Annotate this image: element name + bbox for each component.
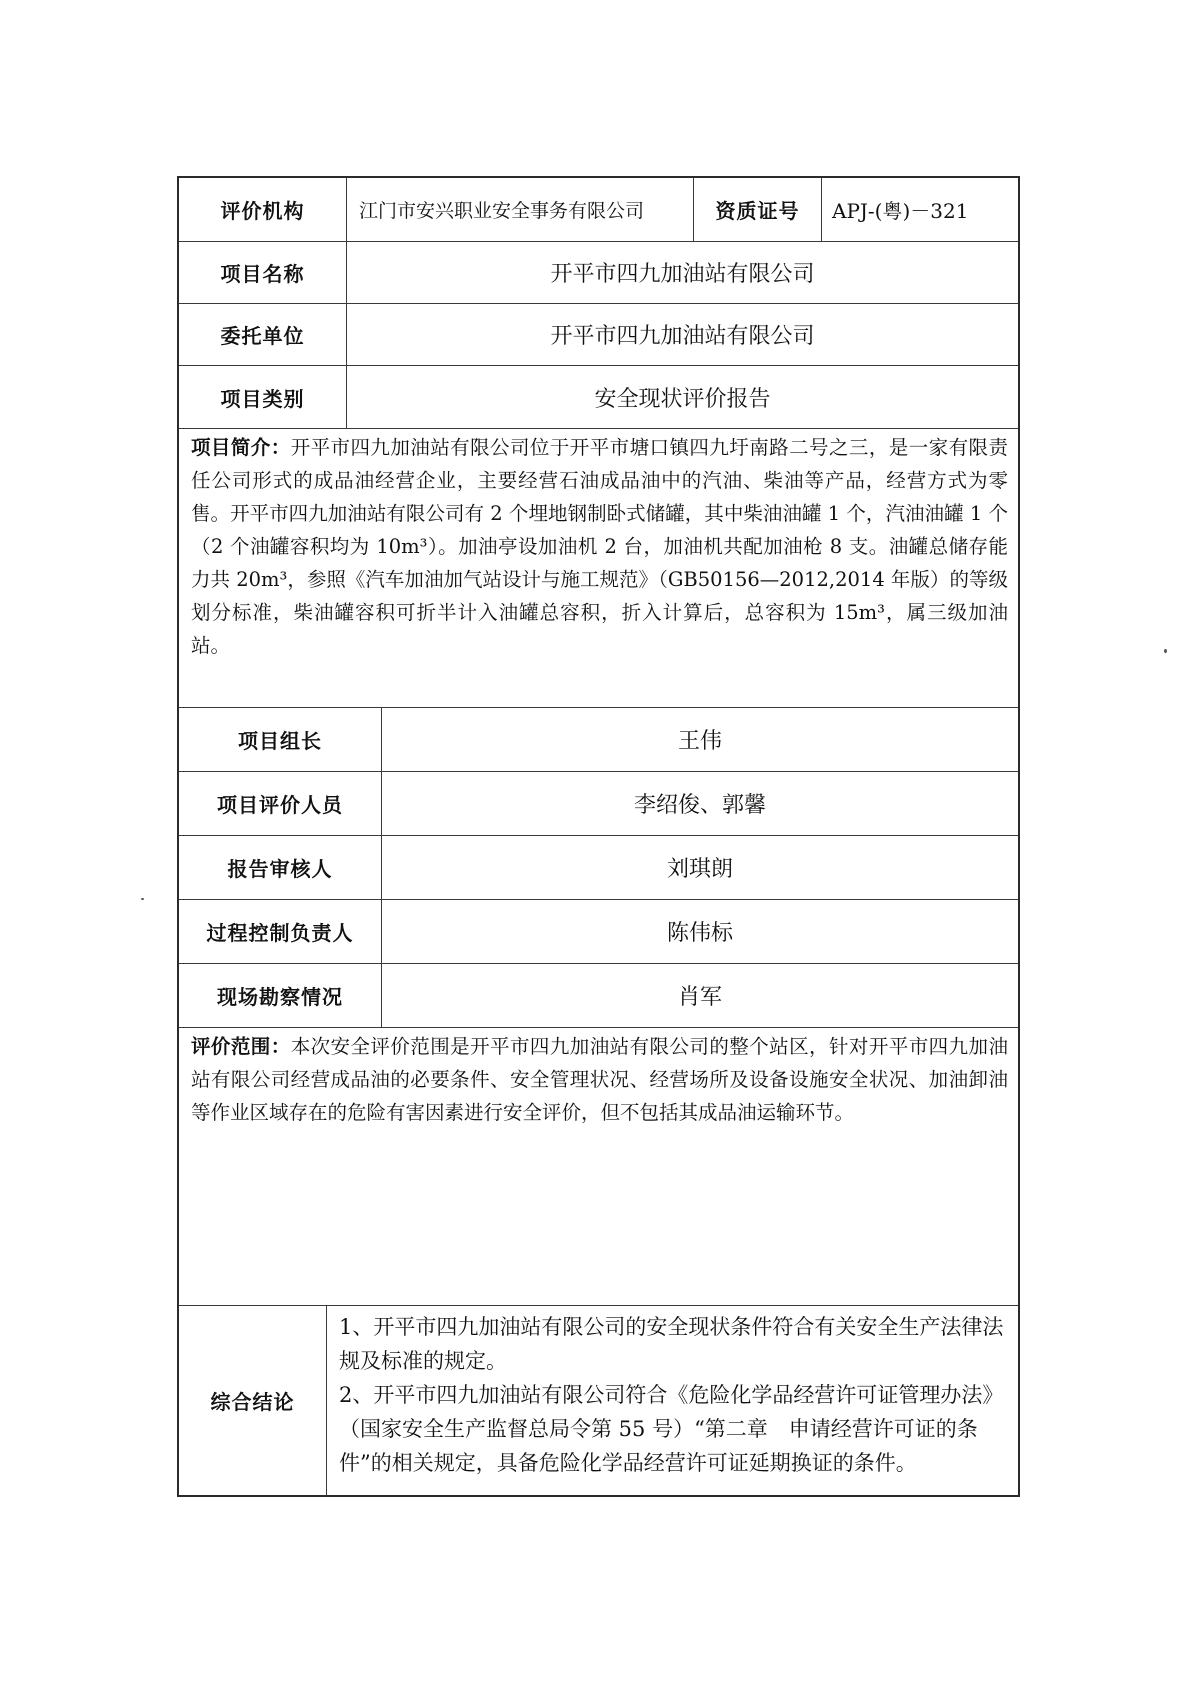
intro-row [179,429,1018,708]
staff-value: 陈伟标 [666,921,733,946]
client-row [179,304,1018,366]
project-name-label: 项目名称 [179,242,347,303]
org-value: 江门市安兴职业安全事务有限公司 [347,178,694,241]
cert-label: 资质证号 [694,178,822,241]
staff-value: 王伟 [677,729,722,754]
client-label: 委托单位 [179,304,347,365]
conclusion-item: 1、开平市四九加油站有限公司的安全现状条件符合有关安全生产法律法规及标准的规定。 [339,1315,1004,1373]
staff-label: 现场勘察情况 [179,964,382,1027]
intro-paragraph [179,429,1018,707]
scope-text: 本次安全评价范围是开平市四九加油站有限公司的整个站区，针对开平市四九加油站有限公司经营成品油的必要条件、安全管理状况、经营场所及设备设施安全状况、加油卸油等作业区域存在的危险有害因素进行安全评价，但不包括其成品油运输环节。 [191,1035,1008,1124]
project-type-label: 项目类别 [179,366,347,428]
evaluation-summary-table [177,176,1020,1497]
scan-speck [1164,649,1167,653]
staff-label: 项目评价人员 [179,772,382,835]
scope-label: 评价范围： [191,1035,291,1058]
project-type-row [179,366,1018,429]
conclusion-row [179,1306,1018,1495]
staff-row [179,900,1018,964]
conclusion-item: 2、开平市四九加油站有限公司符合《危险化学品经营许可证管理办法》（国家安全生产监督总局令第 55 号）“第二章 申请经营许可证的条件”的相关规定，具备危险化学品经营许可证延期换证的条件。 [339,1383,1004,1475]
scope-paragraph [179,1028,1018,1305]
conclusion-label: 综合结论 [179,1306,327,1495]
conclusion-text [327,1306,1018,1495]
org-label: 评价机构 [179,178,347,241]
scan-speck [141,898,144,900]
staff-row [179,772,1018,836]
staff-value: 刘琪朗 [666,857,733,882]
project-name-value: 开平市四九加油站有限公司 [550,262,815,287]
staff-row [179,964,1018,1028]
org-row [179,178,1018,242]
cert-value: APJ-(粤)－321 [832,199,969,223]
staff-label: 项目组长 [179,708,382,771]
project-name-row [179,242,1018,304]
project-type-value: 安全现状评价报告 [594,386,771,412]
staff-row [179,836,1018,900]
staff-value: 李绍俊、郭馨 [633,793,766,818]
staff-label: 过程控制负责人 [179,900,382,963]
staff-value: 肖军 [677,985,722,1010]
staff-row [179,708,1018,772]
intro-text: 开平市四九加油站有限公司位于开平市塘口镇四九圩南路二号之三，是一家有限责任公司形式的成品油经营企业，主要经营石油成品油中的汽油、柴油等产品，经营方式为零售。开平市四九加油站有限公司有 2 个埋地钢制卧式储罐，其中柴油油罐 1 个，汽油油罐 1 个（2 个油罐容积均为 10m³）。加油亭设加油机 2 台，加油机共配加油枪 8 支。油罐总储存能力共 20m³，参照《汽车加油加气站设计与施工规范》（GB50156—2012,2014 年版）的等级划分标准，柴油罐容积可折半计入油罐总容积，折入计算后，总容积为 15m³，属三级加油站。 [191,436,1008,657]
intro-label: 项目简介： [191,436,291,459]
staff-label: 报告审核人 [179,836,382,899]
scope-row [179,1028,1018,1306]
client-value: 开平市四九加油站有限公司 [550,324,815,349]
